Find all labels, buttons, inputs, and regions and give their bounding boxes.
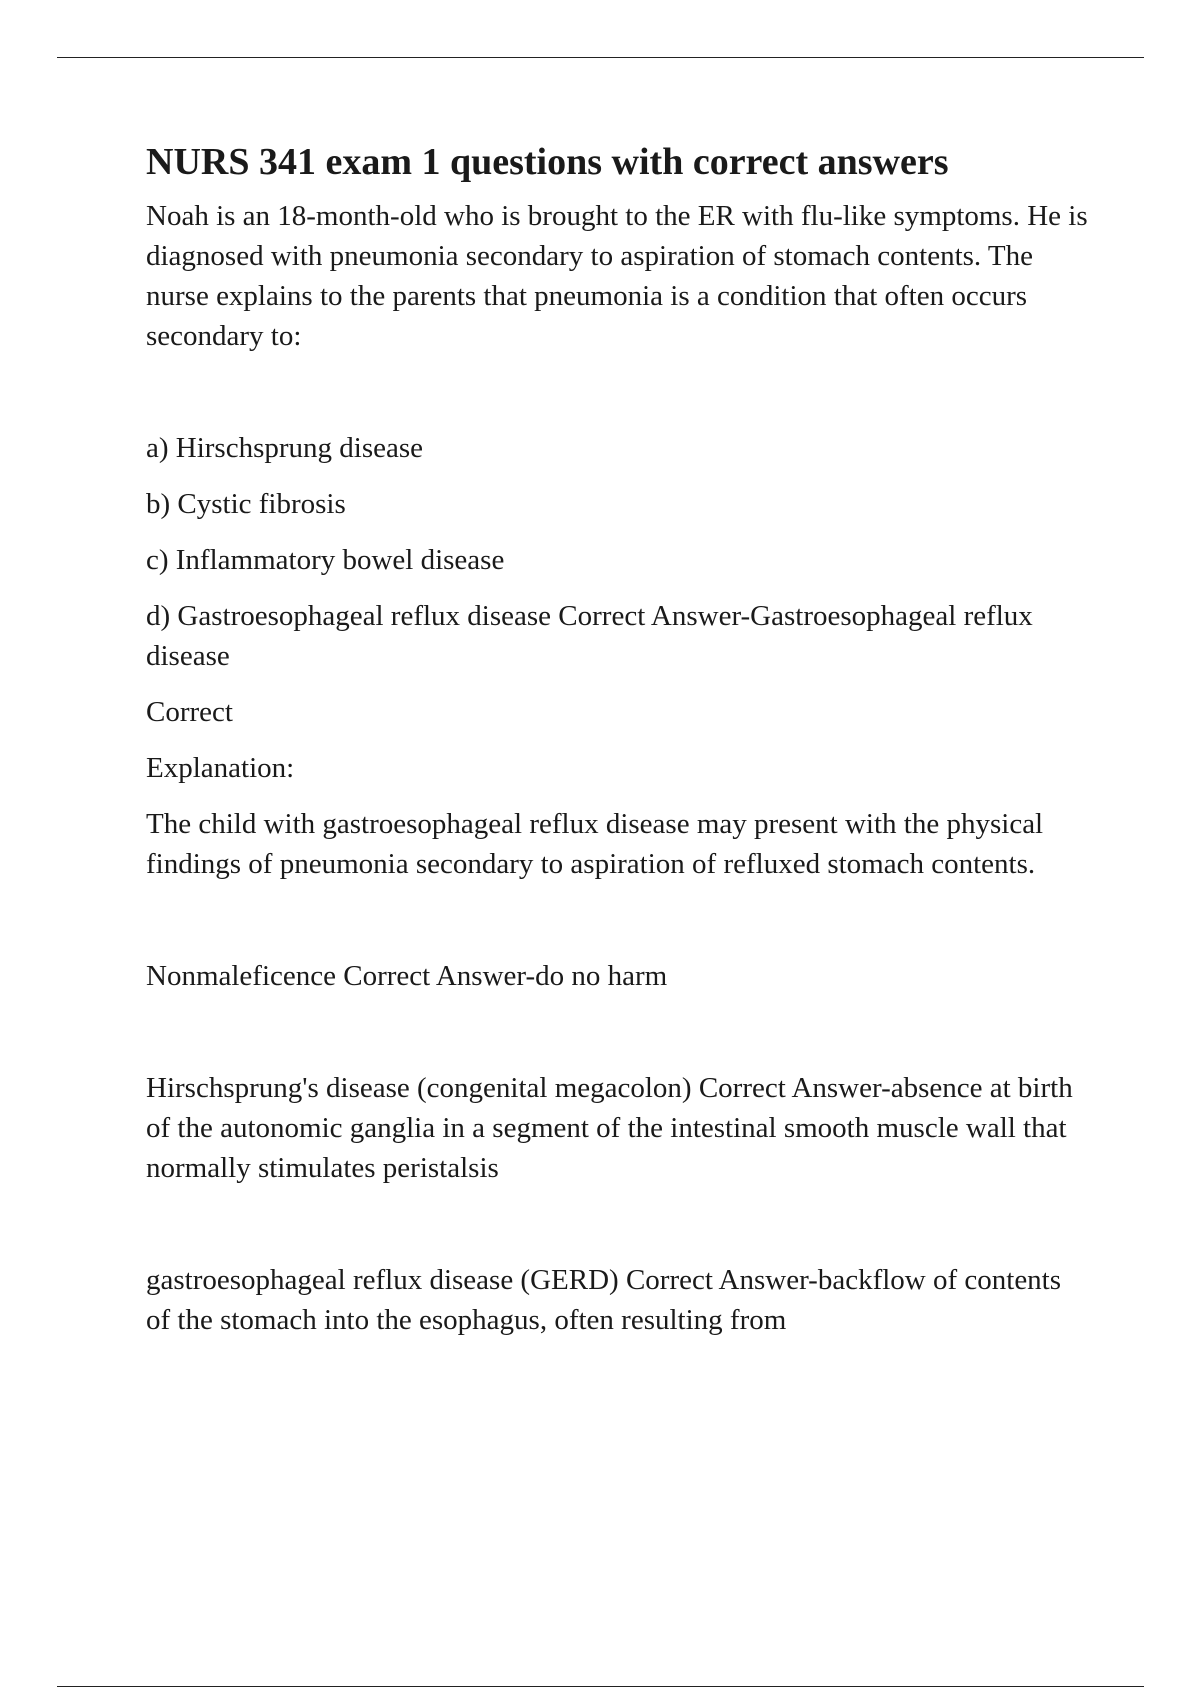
entry-hirschsprung: Hirschsprung's disease (congenital megacolon) Correct Answer-absence at birth of the autonomic ganglia in a segment of the intestinal smooth muscle wall that normally stimulates peristalsis — [146, 1071, 1073, 1184]
top-rule — [57, 57, 1144, 58]
document-body — [146, 140, 1091, 1340]
result-text: Correct — [146, 695, 233, 728]
page-title: NURS 341 exam 1 questions with correct answers — [146, 141, 949, 183]
option-a: a) Hirschsprung disease — [146, 431, 424, 464]
option-b: b) Cystic fibrosis — [146, 487, 346, 520]
bottom-rule — [57, 1686, 1144, 1687]
entry-nonmaleficence: Nonmaleficence Correct Answer-do no harm — [146, 959, 668, 992]
question-text: Noah is an 18-month-old who is brought to the ER with flu-like symptoms. He is diagnosed with pneumonia secondary to aspiration of stomach contents. The nurse explains to the parents that pneumonia is a condition that often occurs secondary to: — [146, 199, 1088, 352]
option-d: d) Gastroesophageal reflux disease Correct Answer-Gastroesophageal reflux disease — [146, 599, 1033, 672]
explanation-text: The child with gastroesophageal reflux disease may present with the physical findings of pneumonia secondary to aspiration of refluxed stomach contents. — [146, 807, 1044, 880]
option-c: c) Inflammatory bowel disease — [146, 543, 505, 576]
entry-gerd: gastroesophageal reflux disease (GERD) Correct Answer-backflow of contents of the stomach into the esophagus, often resulting from — [146, 1263, 1062, 1336]
explanation-label: Explanation: — [146, 751, 295, 784]
